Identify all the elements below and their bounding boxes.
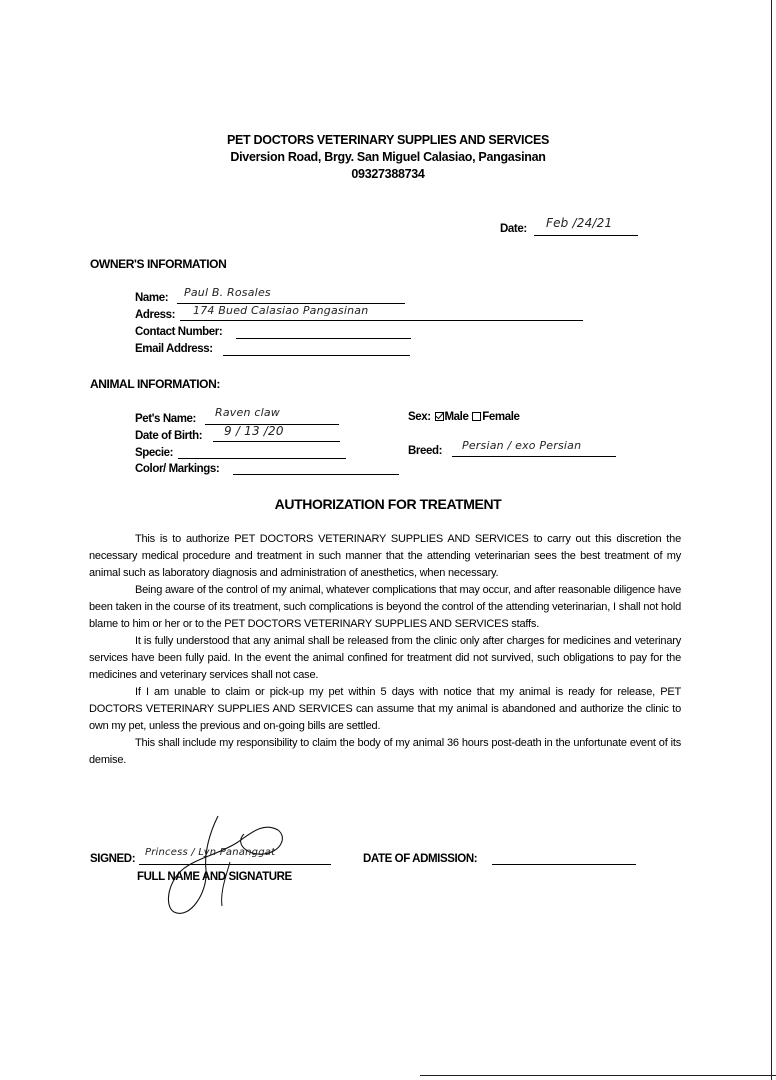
signature-scribble-icon [160, 812, 300, 922]
authorization-paragraph: This is to authorize PET DOCTORS VETERINARY SUPPLIES AND SERVICES to carry out this discretion the necessary medical procedure and treatment in such manner that the attending veterinarian sees the best treatment of my animal such as laboratory diagnosis and administration of anesthetics, when necessary. [89, 533, 681, 579]
breed-label: Breed: [408, 445, 443, 457]
color-line [233, 474, 399, 475]
date-label: Date: [500, 223, 527, 235]
pet-name-label: Pet's Name: [135, 413, 196, 425]
signed-value[interactable]: Princess / Lyn Pananggat [145, 847, 276, 858]
business-address: Diversion Road, Brgy. San Miguel Calasiao, Pangasinan [230, 150, 546, 164]
sex-label: Sex: [408, 411, 431, 423]
dob-value[interactable]: 9 / 13 /20 [224, 424, 284, 438]
color-label: Color/ Markings: [135, 463, 220, 475]
sex-male-label: Male [444, 411, 469, 423]
authorization-body [89, 531, 681, 769]
owner-email-label: Email Address: [135, 343, 213, 355]
owner-name-label: Name: [135, 292, 169, 304]
breed-value[interactable]: Persian / exo Persian [462, 439, 582, 452]
authorization-paragraph: If I am unable to claim or pick-up my pet within 5 days with notice that my animal is ready for release, PET DOCTORS VETERINARY SUPPLIES AND SERVICES can assume that my animal is abandoned and authorize the clinic to own my pet, unless the previous and on-going bills are settled. [89, 686, 681, 732]
male-checkbox[interactable] [435, 412, 444, 421]
admission-line [492, 864, 636, 865]
scan-edge [420, 1075, 776, 1076]
specie-label: Specie: [135, 447, 174, 459]
owner-name-value[interactable]: Paul B. Rosales [184, 286, 271, 299]
sex-field [408, 411, 520, 423]
owner-address-value[interactable]: 174 Bued Calasiao Pangasinan [193, 304, 369, 317]
letterhead [0, 132, 776, 183]
dob-line [213, 441, 340, 442]
sex-female-label: Female [482, 411, 520, 423]
dob-label: Date of Birth: [135, 430, 203, 442]
breed-line [452, 456, 616, 457]
authorization-paragraph: It is fully understood that any animal shall be released from the clinic only after charges for medicines and veterinary services have been fully paid. In the event the animal confined for treatment did not survived, such obligations to pay for the medicines and veterinary services shall not case. [89, 635, 681, 681]
animal-section-title: ANIMAL INFORMATION: [90, 377, 220, 391]
owner-address-label: Adress: [135, 309, 176, 321]
authorization-title: AUTHORIZATION FOR TREATMENT [274, 496, 502, 512]
pet-name-value[interactable]: Raven claw [215, 406, 280, 419]
owner-contact-label: Contact Number: [135, 326, 223, 338]
signature-caption: FULL NAME AND SIGNATURE [137, 871, 292, 883]
admission-label: DATE OF ADMISSION: [363, 853, 478, 865]
owner-email-line [223, 355, 410, 356]
signed-label: SIGNED: [90, 853, 136, 865]
owner-section-title: OWNER'S INFORMATION [90, 257, 227, 271]
date-value[interactable]: Feb /24/21 [546, 216, 613, 230]
business-name: PET DOCTORS VETERINARY SUPPLIES AND SERVICES [226, 133, 550, 147]
specie-line [178, 458, 346, 459]
authorization-paragraph: This shall include my responsibility to claim the body of my animal 36 hours post-death in the unfortunate event of its demise. [89, 737, 681, 766]
female-checkbox[interactable] [472, 412, 481, 421]
business-phone: 09327388734 [351, 167, 425, 181]
authorization-paragraph: Being aware of the control of my animal, whatever complications that may occur, and after reasonable diligence have been taken in the course of its treatment, such complications is beyond the control of the attending veterinarian, I shall not hold blame to him or her or to the PET DOCTORS VETERINARY SUPPLIES AND SERVICES staffs. [89, 584, 681, 630]
date-line [534, 235, 638, 236]
owner-address-line [180, 320, 583, 321]
owner-contact-line [236, 338, 411, 339]
